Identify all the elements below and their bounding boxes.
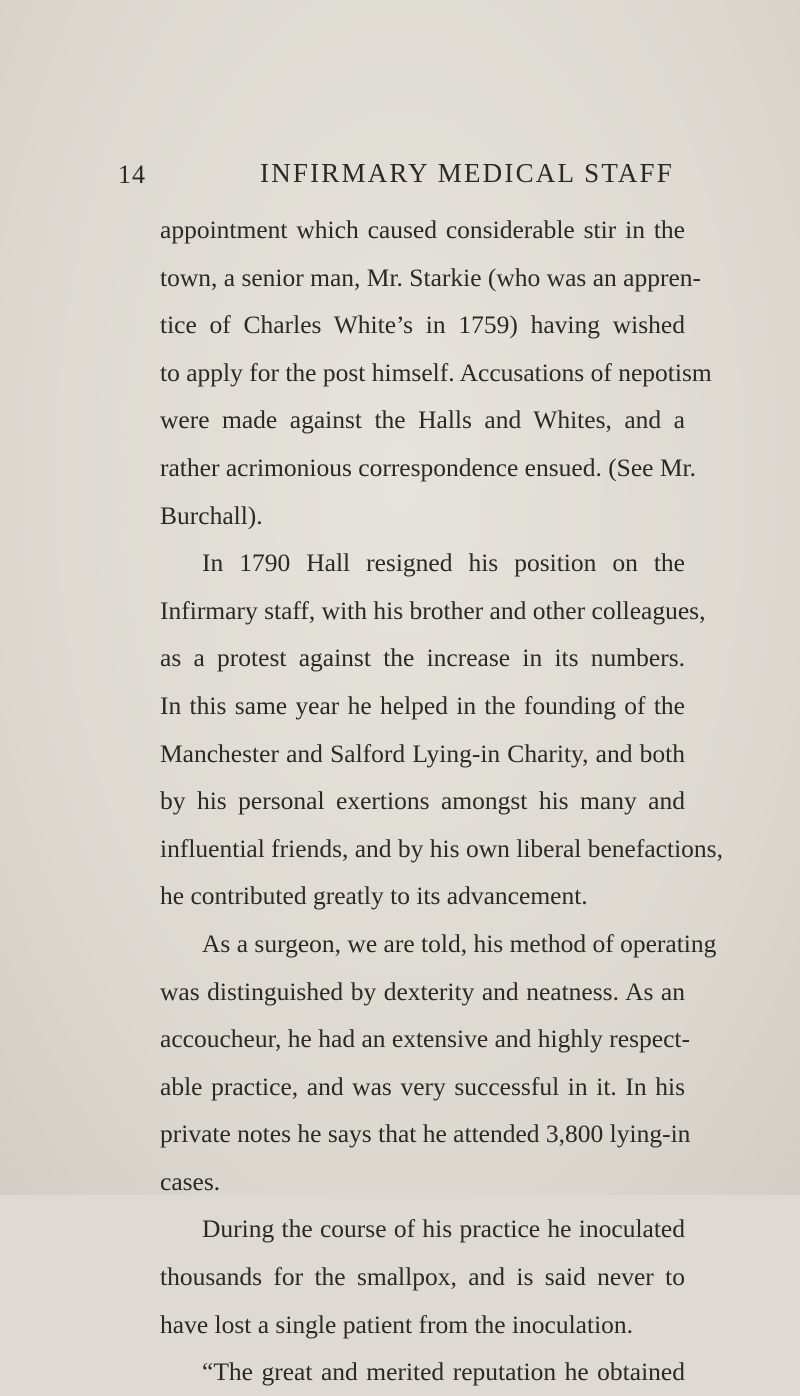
text-line: thousands for the smallpox, and is said never to — [160, 1262, 685, 1292]
text-line: rather acrimonious correspondence ensued. (See Mr. — [160, 452, 697, 482]
body-text — [160, 206, 723, 1396]
running-head: INFIRMARY MEDICAL STAFF — [260, 158, 674, 188]
text-line: cases. — [160, 1166, 221, 1196]
text-line: he contributed greatly to its advancement. — [160, 881, 588, 911]
text-line: by his personal exertions amongst his many and — [160, 786, 685, 816]
text-line: Burchall). — [160, 500, 263, 530]
text-line: town, a senior man, Mr. Starkie (who was an appren- — [160, 262, 702, 292]
text-line: influential friends, and by his own liberal benefactions, — [160, 833, 723, 863]
text-line: have lost a single patient from the inoculation. — [160, 1309, 634, 1339]
text-line: During the course of his practice he inoculated — [202, 1214, 685, 1244]
text-line: was distinguished by dexterity and neatness. As an — [160, 976, 685, 1006]
page-number: 14 — [118, 160, 146, 189]
text-line: able practice, and was very successful in it. In his — [160, 1071, 685, 1101]
text-line: In this same year he helped in the founding of the — [160, 690, 685, 720]
text-line: as a protest against the increase in its numbers. — [160, 643, 685, 673]
text-line: were made against the Halls and Whites, and a — [160, 405, 685, 435]
page-header — [118, 158, 718, 198]
text-line: Manchester and Salford Lying-in Charity, and both — [160, 738, 685, 768]
text-line: appointment which caused considerable stir in the — [160, 215, 685, 244]
text-line: In 1790 Hall resigned his position on the — [202, 548, 685, 578]
text-line: accoucheur, he had an extensive and highly respect- — [160, 1024, 690, 1054]
text-line: “The great and merited reputation he obtained — [202, 1357, 685, 1387]
text-line: Infirmary staff, with his brother and other colleagues, — [160, 595, 706, 625]
text-line: to apply for the post himself. Accusations of nepotism — [160, 357, 712, 387]
text-line: As a surgeon, we are told, his method of operating — [202, 928, 717, 958]
text-line: tice of Charles White’s in 1759) having wished — [160, 310, 685, 340]
text-line: private notes he says that he attended 3,800 lying-in — [160, 1119, 691, 1149]
